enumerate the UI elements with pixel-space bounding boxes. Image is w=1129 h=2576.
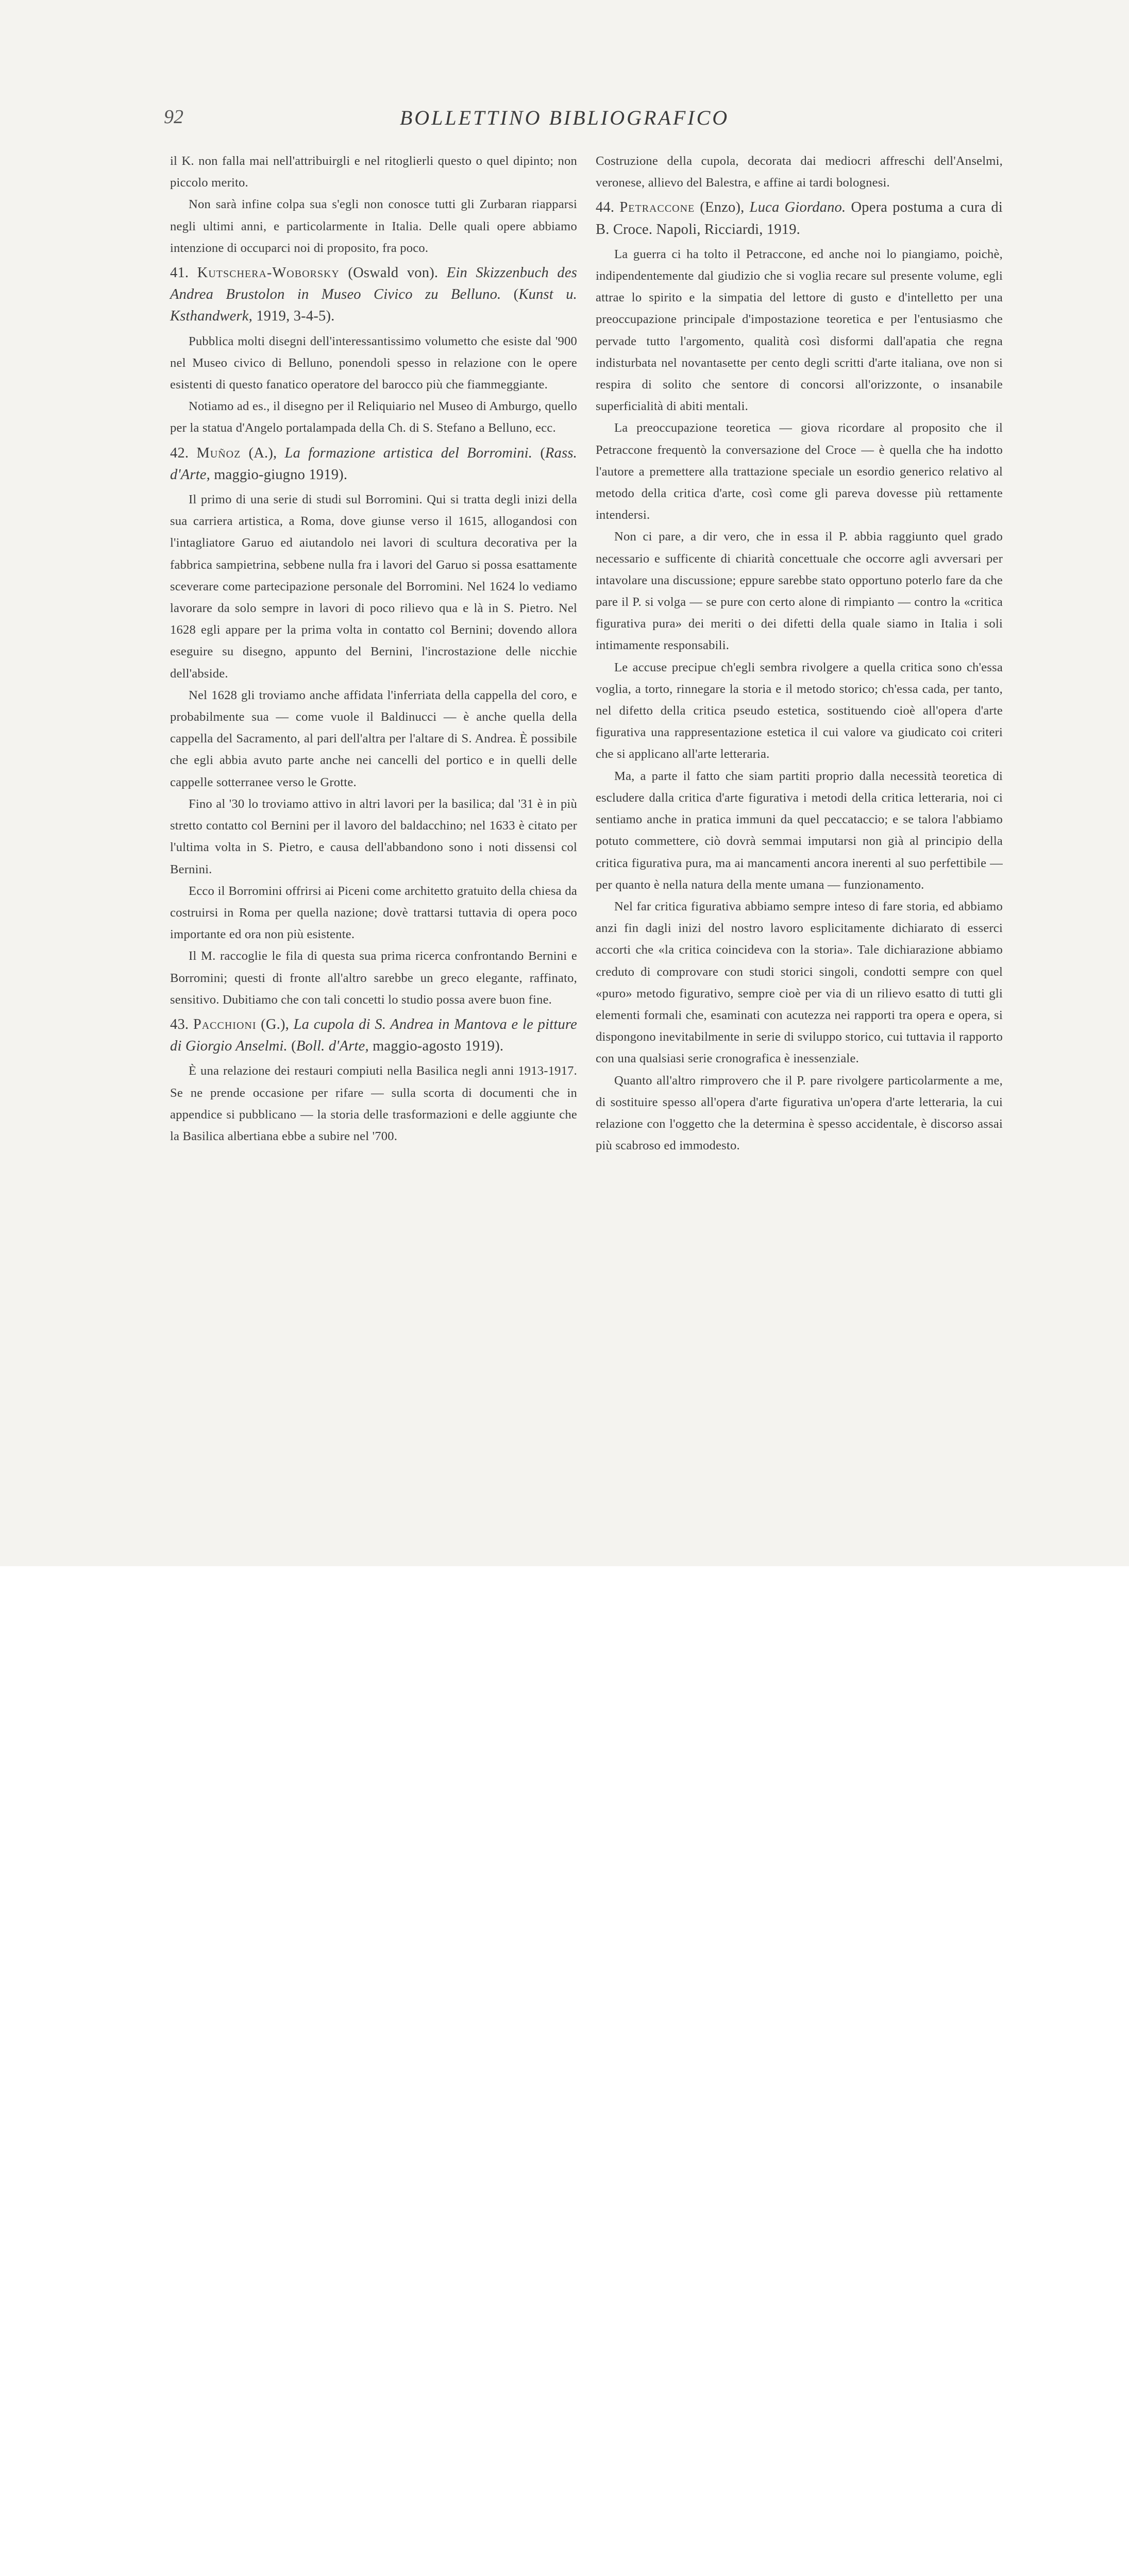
entry-author: Muñoz (196, 445, 241, 461)
entry-number: 42. (170, 445, 189, 461)
paragraph: Nel far critica figurativa abbiamo sempre inteso di fare storia, ed abbiamo anzi fin dagli inizi del nostro lavoro esplicitamente dichiarato di esserci accorti che «la critica coincideva con la storia». Tale dichiarazione abbiamo creduto di comprovare con studi storici singoli, condotti sempre con quel «puro» metodo figurativo, sempre cioè per via di un rilievo esatto di tutti gli elementi formali che, esaminati con acutezza nei rapporti tra opera e opera, si dispongono inevitabilmente in serie di sviluppo storico, cui tuttavia il rapporto con una qualsiasi serie cronografica è inessenziale. (596, 899, 1003, 1066)
paragraph: Il primo di una serie di studi sul Borromini. Qui si tratta degli inizi della sua carriera artistica, a Roma, dove giunse verso il 1615, allogandosi con l'intagliatore Garuo ed aiutandolo nei lavori di scultura decorativa per la fabbrica sampietrina, sebbene nulla fra i lavori del Garuo si possa esattamente sceverare come partecipazione personale del Borromini. Nel 1624 lo vediamo lavorare da solo sempre in lavori di poco rilievo qua e là in S. Pietro. Nel 1628 egli appare per la prima volta in contatto col Bernini; dovendo allora eseguire su disegno, appunto del Bernini, l'incrostazione delle nicchie dell'abside. (170, 493, 577, 681)
bibliography-entry-44 (596, 197, 1003, 240)
entry-title: Ein Skizzenbuch des Andrea Brustolon in Museo Civico zu Belluno. (170, 265, 577, 303)
paragraph: Ecco il Borromini offrirsi ai Piceni come architetto gratuito della chiesa da costruirsi in Roma per quella nazione; dovè trattarsi tuttavia di opera poco importante ed ora non più esistente. (170, 884, 577, 942)
right-column (596, 150, 1003, 1157)
paragraph: Nel 1628 gli troviamo anche affidata l'inferriata della cappella del coro, e probabilmente sua — come vuole il Baldinucci — è anche quella della cappella del Sacramento, al pari dell'altra per l'altare di S. Andrea. È possibile che egli abbia avuto parte anche nei cancelli del portico e in quelli delle cappelle sotterranee verso le Grotte. (170, 688, 577, 789)
entry-number: 43. (170, 1016, 189, 1032)
entry-number: 44. (596, 199, 615, 216)
paragraph: Quanto all'altro rimprovero che il P. pare rivolgere particolarmente a me, di sostituire spesso all'opera d'arte figurativa un'opera d'arte letteraria, la cui relazione con l'oggetto che la determina è spesso accidentale, è discorso assai più scabroso ed immodesto. (596, 1073, 1003, 1153)
entry-source: Boll. d'Arte, (296, 1038, 369, 1055)
paragraph: Ma, a parte il fatto che siam partiti proprio dalla necessità teoretica di escludere dalla critica d'arte figurativa i metodi della critica letteraria, noi ci sentiamo anche in pratica immuni da quel peccataccio; e se talora l'abbiamo potuto commettere, ciò dovrà semmai imputarsi non già al principio della critica figurativa pura, ma ai mancamenti ancora inerenti al suo perfettibile — per quanto è nella natura della mente umana — funzionamento. (596, 769, 1003, 892)
entry-given-name: (A.), (241, 445, 285, 461)
paragraph: Non ci pare, a dir vero, che in essa il P. abbia raggiunto quel grado necessario e sufficente di chiarità concettuale che occorre agli avversari per intavolare una discussione; eppure sarebbe stato opportuno poterlo fare da che pare il P. si volga — se pure con certo alone di rimpianto — contro la «critica figurativa pura» dei meriti o dei difetti della quale siamo in Italia i soli intimamente responsabili. (596, 530, 1003, 653)
entry-source: Kunst u. Ksthandwerk, (170, 286, 577, 325)
entry-title: La cupola di S. Andrea in Mantova e le pitture di Giorgio Anselmi. (170, 1016, 578, 1055)
entry-source-date: 1919, 3-4-5). (252, 308, 335, 325)
paragraph: La preoccupazione teoretica — giova ricordare al proposito che il Petraccone frequentò la conversazione del Croce — è quella che ha indotto l'autore a premettere alla trattazione speciale un esordio generico relativo al metodo della critica d'arte, così come gli pareva dovesse più rettamente intendersi. (596, 421, 1003, 522)
paragraph: Non sarà infine colpa sua s'egli non conosce tutti gli Zurbaran riapparsi negli ultimi anni, e particolarmente in Italia. Delle quali opere abbiamo intenzione di occuparci noi di proposito, fra poco. (170, 197, 577, 255)
entry-source: Rass. d'Arte, (170, 445, 577, 483)
paragraph: Il M. raccoglie le fila di questa sua prima ricerca confrontando Bernini e Borromini; questi di fronte all'altro sarebbe un greco elegante, raffinato, sensitivo. Dubitiamo che con tali concetti lo studio possa avere buon fine. (170, 949, 577, 1007)
paragraph: Costruzione della cupola, decorata dai mediocri affreschi dell'Anselmi, veronese, allievo del Balestra, e affine ai tardi bolognesi. (596, 154, 1003, 190)
paragraph: Fino al '30 lo troviamo attivo in altri lavori per la basilica; dal '31 è in più stretto contatto col Bernini per il lavoro del baldacchino; nel 1633 è citato per l'ultima volta in S. Pietro, e causa dell'abbandono sono i noti dissensi col Bernini. (170, 796, 577, 876)
entry-source-date: maggio-agosto 1919). (368, 1038, 504, 1055)
paragraph: il K. non falla mai nell'attribuirgli e nel ritoglierli questo o quel dipinto; non piccolo merito. (170, 154, 577, 190)
entry-given-name: (Enzo), (695, 199, 750, 216)
bibliography-entry-43 (170, 1014, 577, 1057)
running-title: BOLLETTINO BIBLIOGRAFICO (399, 106, 730, 129)
entry-paren: ( (287, 1038, 296, 1055)
bibliography-entry-41 (170, 262, 577, 328)
entry-given-name: (G.), (256, 1016, 294, 1032)
paragraph: Le accuse precipue ch'egli sembra rivolgere a quella critica sono ch'essa voglia, a torto, rinnegare la storia e il metodo storico; ch'essa cada, per tanto, nel difetto della critica pseudo estetica, sostituendo cioè all'opera d'arte figurativa una rappresentazione estetica il cui valore va giudicato coi criteri che si applicano all'arte letteraria. (596, 660, 1003, 761)
entry-source-date: maggio-giugno 1919). (210, 466, 348, 483)
entry-paren: ( (501, 286, 519, 303)
entry-number: 41. (170, 265, 189, 281)
entry-title: La formazione artistica del Borromini. (284, 445, 533, 461)
entry-title: Luca Giordano. (749, 199, 846, 216)
paragraph: È una relazione dei restauri compiuti nella Basilica negli anni 1913-1917. Se ne prende occasione per rifare — sulla scorta di documenti che in appendice si pubblicano — la storia delle trasformazioni e delle aggiunte che la Basilica albertiana ebbe a subire nel '700. (170, 1064, 577, 1143)
left-column (170, 150, 577, 1147)
page-number: 92 (164, 106, 183, 128)
paragraph: Notiamo ad es., il disegno per il Reliquiario nel Museo di Amburgo, quello per la statua d'Angelo portalampada della Ch. di S. Stefano a Belluno, ecc. (170, 399, 577, 435)
entry-author: Petraccone (619, 199, 695, 216)
entry-given-name: (Oswald von). (339, 265, 447, 281)
entry-paren: ( (532, 445, 546, 461)
bibliography-entry-42 (170, 443, 577, 486)
paragraph: Pubblica molti disegni dell'interessantissimo volumetto che esiste dal '900 nel Museo civico di Belluno, ponendoli spesso in relazione con le opere esistenti di questo fanatico operatore del barocco più che fiammeggiante. (170, 334, 577, 392)
paragraph: La guerra ci ha tolto il Petraccone, ed anche noi lo piangiamo, poichè, indipendentemente dal giudizio che si voglia recare sul presente volume, egli attrae lo spirito e la simpatia del lettore di gusto e d'intelletto per una preoccupazione principale d'impostazione teoretica e per l'entusiasmo che pervade tutto l'argomento, qualità così disformi dall'apatia che regna indisturbata nel novantasette per cento degli scritti d'arte italiana, ove non si respira di solito che sentore di concorsi all'orizzonte, o insanabile superficialità di abiti mentali. (596, 247, 1003, 414)
entry-author: Pacchioni (193, 1016, 257, 1032)
entry-author: Kutschera-Woborsky (197, 265, 340, 281)
digitization-footer (0, 1566, 1129, 1672)
entry-publication: Opera postuma a cura di B. Croce. Napoli, Ricciardi, 1919. (596, 199, 1003, 238)
